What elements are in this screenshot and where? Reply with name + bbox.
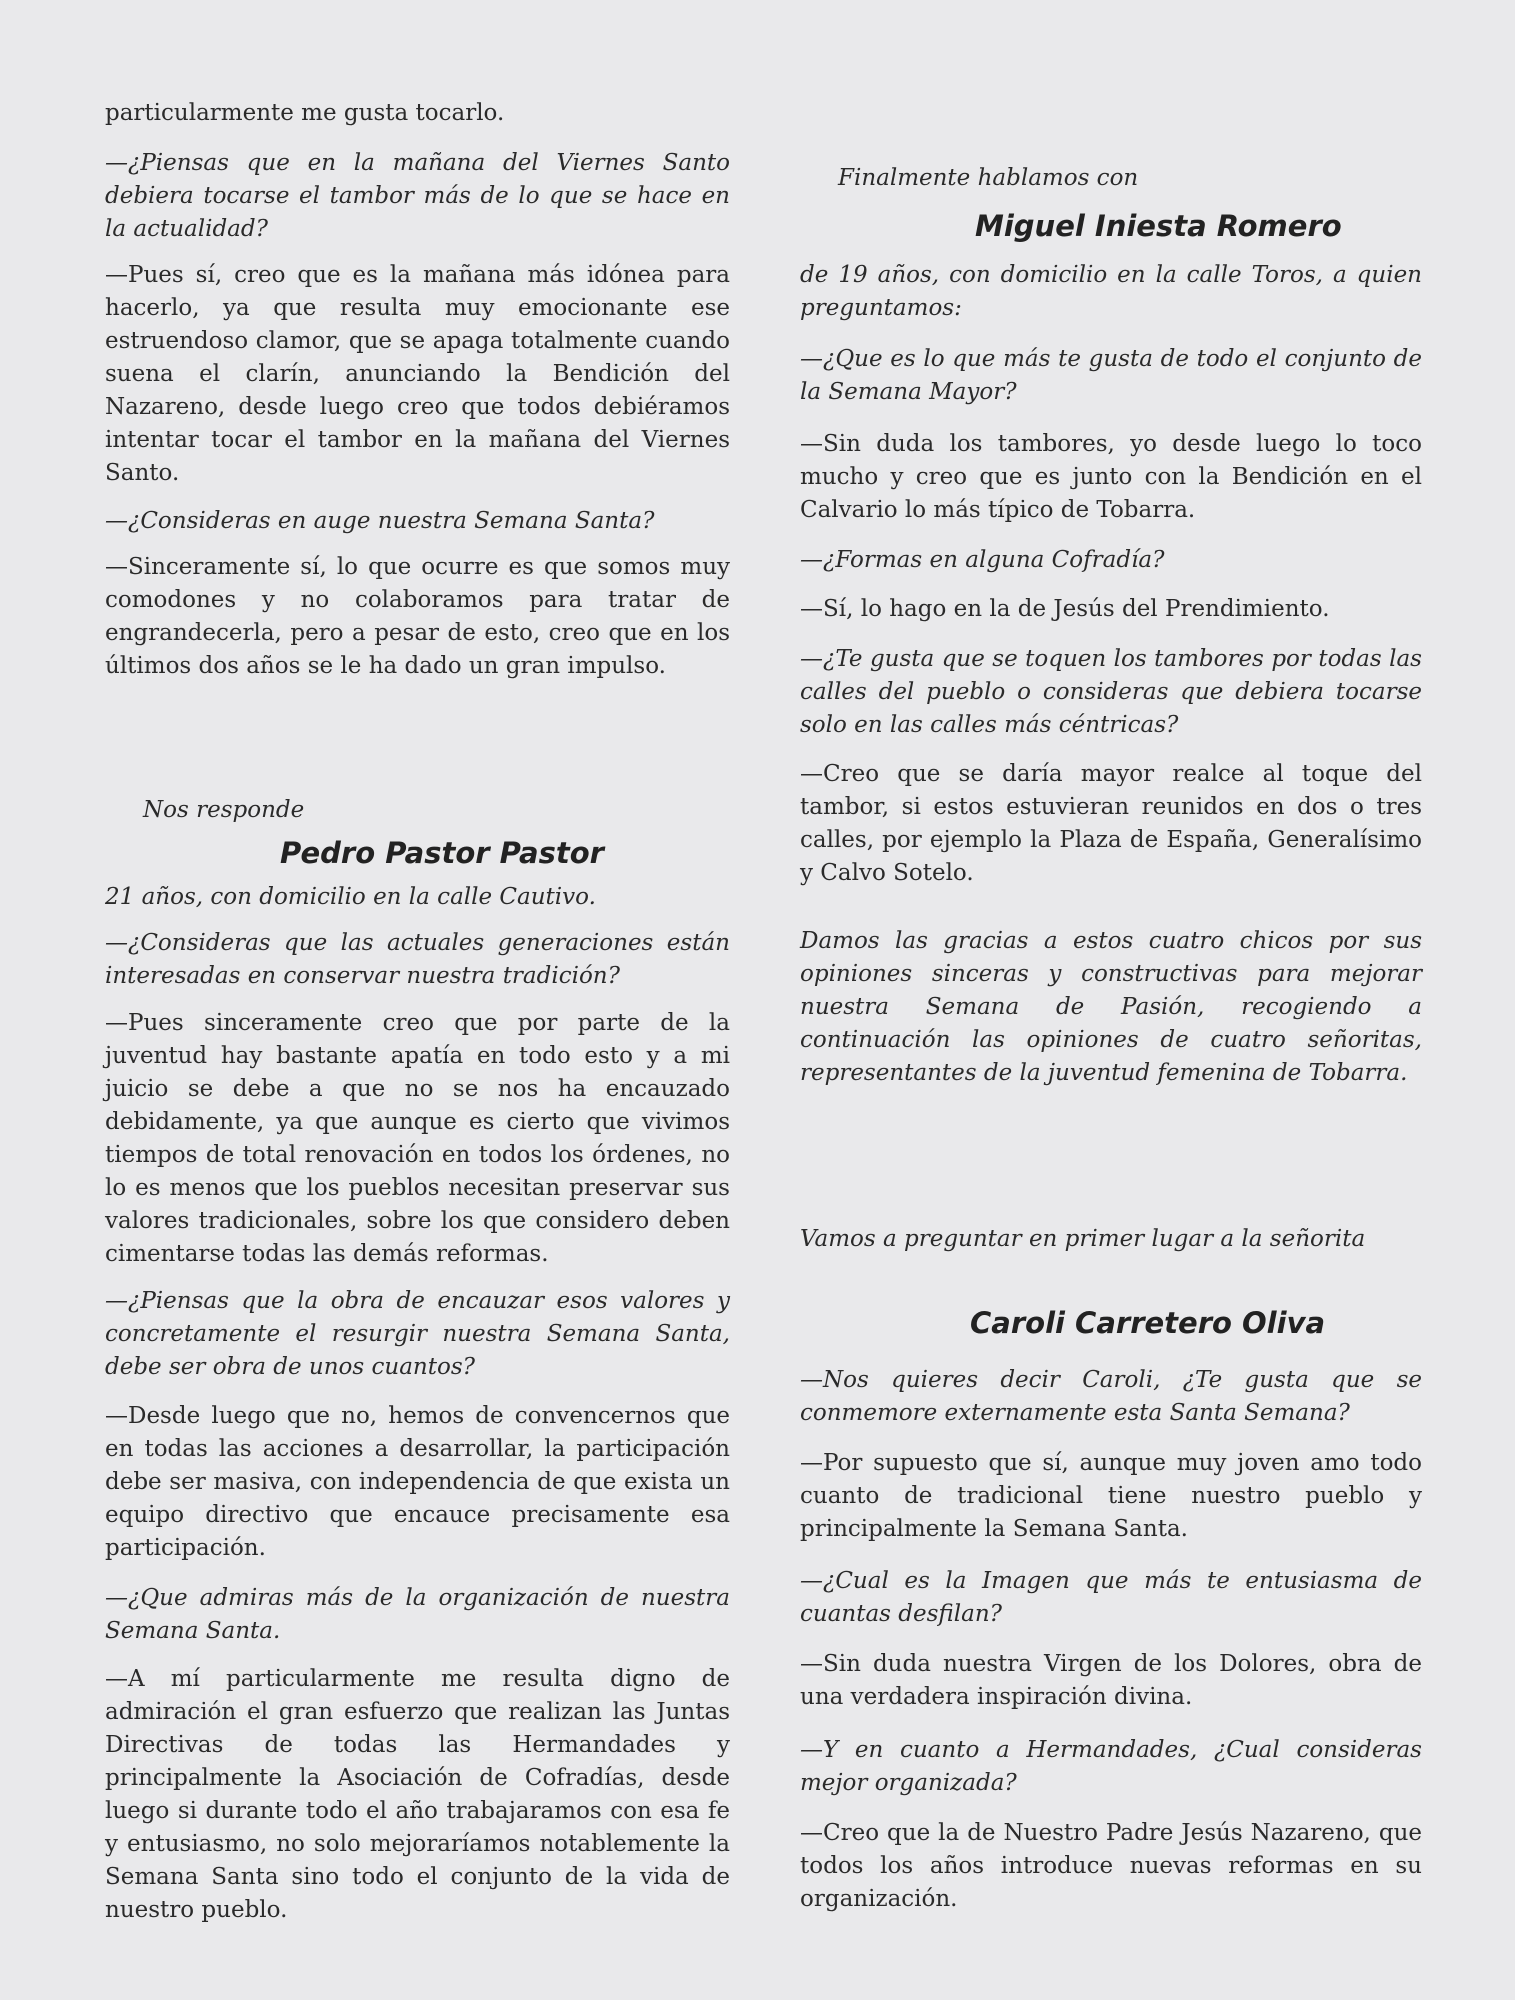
answer: —Sin duda los tambores, yo desde luego lo toco mucho y creo que es junto con la Bendición en el Calvario lo más típico de Tobarra. (800, 431, 1422, 523)
interview-intro: Finalmente hablamos con (838, 165, 1139, 191)
question: —¿Consideras que las actuales generaciones están interesadas en conservar nuestra tradición? (105, 930, 730, 989)
interviewee-bio: 21 años, con domicilio en la calle Cautivo. (105, 884, 596, 910)
answer: —Por supuesto que sí, aunque muy joven amo todo cuanto de tradicional tiene nuestro pueblo y principalmente la Semana Santa. (800, 1450, 1422, 1542)
interviewee-name: Miguel Iniesta Romero (975, 209, 1342, 243)
answer: —Creo que se daría mayor realce al toque del tambor, si estos estuvieran reunidos en dos o tres calles, por ejemplo la Plaza de España, Generalísimo y Calvo Sotelo. (800, 761, 1422, 886)
paragraph: particularmente me gusta tocarlo. (105, 100, 505, 126)
question: —¿Te gusta que se toquen los tambores por todas las calles del pueblo o consideras que debiera tocarse solo en las calles más céntricas? (800, 646, 1422, 738)
question: —¿Piensas que en la mañana del Viernes Santo debiera tocarse el tambor más de lo que se hace en la actualidad? (105, 150, 730, 242)
interview-intro: Nos responde (143, 797, 305, 823)
question: —Nos quieres decir Caroli, ¿Te gusta que se conmemore externamente esta Santa Semana? (800, 1367, 1422, 1426)
question: —¿Consideras en auge nuestra Semana Santa? (105, 508, 655, 534)
answer: —A mí particularmente me resulta digno de admiración el gran esfuerzo que realizan las Juntas Directivas de todas las Hermandades y principalmente la Asociación de Cofradías, desde luego si durante todo el año trabajaramos con esa fe y entusiasmo, no solo mejoraríamos notablemente la Semana Santa sino todo el conjunto de la vida de nuestro pueblo. (105, 1666, 730, 1923)
interviewee-bio: de 19 años, con domicilio en la calle Toros, a quien preguntamos: (800, 262, 1422, 321)
interview-intro: Vamos a preguntar en primer lugar a la señorita (800, 1226, 1366, 1252)
interviewee-name: Caroli Carretero Oliva (970, 1306, 1326, 1340)
answer: —Desde luego que no, hemos de convencernos que en todas las acciones a desarrollar, la participación debe ser masiva, con independencia de que exista un equipo directivo que encauce precisamente esa participación. (105, 1403, 730, 1561)
answer: —Sí, lo hago en la de Jesús del Prendimiento. (800, 596, 1330, 622)
question: —¿Que admiras más de la organización de nuestra Semana Santa. (105, 1585, 730, 1644)
question: —Y en cuanto a Hermandades, ¿Cual consideras mejor organizada? (800, 1737, 1422, 1796)
interviewee-name: Pedro Pastor Pastor (280, 836, 604, 870)
answer: —Creo que la de Nuestro Padre Jesús Nazareno, que todos los años introduce nuevas reformas en su organización. (800, 1820, 1422, 1912)
closing-note: Damos las gracias a estos cuatro chicos por sus opiniones sinceras y constructivas para mejorar nuestra Semana de Pasión, recogiendo a continuación las opiniones de cuatro señoritas, representantes de la juventud femenina de Tobarra. (800, 928, 1422, 1086)
question: —¿Que es lo que más te gusta de todo el conjunto de la Semana Mayor? (800, 346, 1422, 405)
answer: —Sinceramente sí, lo que ocurre es que somos muy comodones y no colaboramos para tratar de engrandecerla, pero a pesar de esto, creo que en los últimos dos años se le ha dado un gran impulso. (105, 554, 730, 679)
question: —¿Formas en alguna Cofradía? (800, 547, 1165, 573)
answer: —Sin duda nuestra Virgen de los Dolores, obra de una verdadera inspiración divina. (800, 1651, 1422, 1710)
question: —¿Cual es la Imagen que más te entusiasma de cuantas desfilan? (800, 1568, 1422, 1627)
answer: —Pues sinceramente creo que por parte de la juventud hay bastante apatía en todo esto y a mi juicio se debe a que no se nos ha encauzado debidamente, ya que aunque es cierto que vivimos tiempos de total renovación en todos los órdenes, no lo es menos que los pueblos necesitan preservar sus valores tradicionales, sobre los que considero deben cimentarse todas las demás reformas. (105, 1010, 730, 1267)
question: —¿Piensas que la obra de encauzar esos valores y concretamente el resurgir nuestra Semana Santa, debe ser obra de unos cuantos? (105, 1288, 730, 1380)
answer: —Pues sí, creo que es la mañana más idónea para hacerlo, ya que resulta muy emocionante ese estruendoso clamor, que se apaga totalmente cuando suena el clarín, anunciando la Bendición del Nazareno, desde luego creo que todos debiéramos intentar tocar el tambor en la mañana del Viernes Santo. (105, 262, 730, 486)
